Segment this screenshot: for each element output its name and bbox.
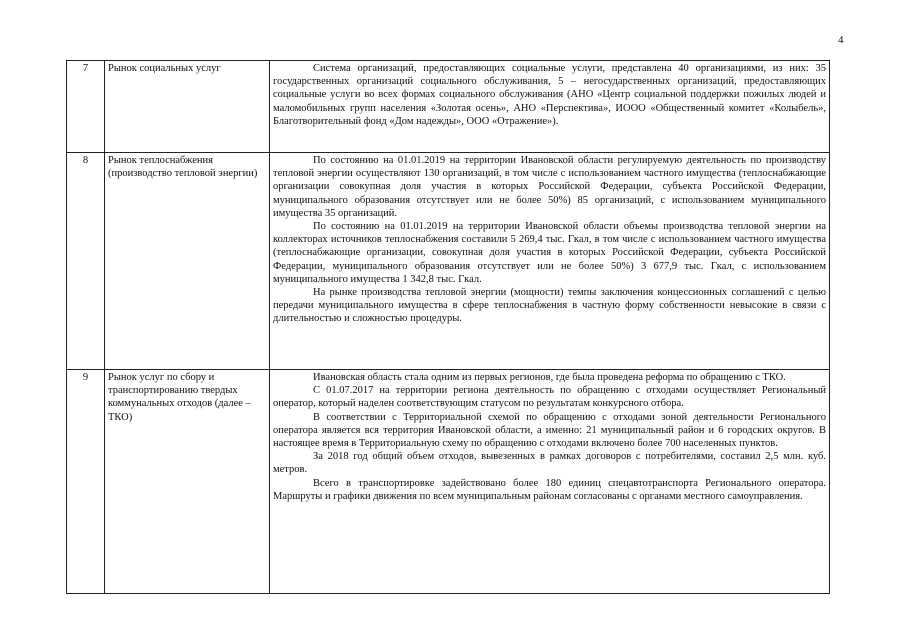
description-paragraph: В соответствии с Территориальной схемой по обращению с отходами зоной деятельности Регионального оператора является вся территория Ивановской области, а именно: 21 муниципальный район и 6 городских округов. В настоящее время в Территориальную схему по обращению с отходами включено более 700 населенных пунктов. [273, 411, 826, 450]
description-paragraph: На рынке производства тепловой энергии (мощности) темпы заключения концессионных соглашений с целью передачи муниципального имущества в сфере теплоснабжения в частную форму собственности невысокие в связи с длительностью и сложностью процедуры. [273, 287, 826, 325]
row-number: 8 [67, 153, 105, 370]
market-name: Рынок теплоснабжения (производство тепловой энергии) [105, 153, 270, 370]
description-paragraph: Система организаций, предоставляющих социальные услуги, представлена 40 организациями, из них: 35 государственных организаций социального обслуживания, 5 – негосударственных организаций, предоставляющих социальные услуги во всех формах социального обслуживания (АНО «Центр социальной поддержки пожилых людей и маломобильных групп населения «Золотая осень», АНО «Перспектива», ИООО «Общественный комитет «Колыбель», Благотворительный фонд «Дом надежды», ООО «Отражение»). [273, 63, 826, 127]
market-description [270, 153, 830, 370]
market-description [270, 370, 830, 594]
description-paragraph: Ивановская область стала одним из первых регионов, где была проведена реформа по обращению с ТКО. [313, 372, 786, 383]
table-row [67, 61, 830, 153]
market-description [270, 61, 830, 153]
row-number: 9 [67, 370, 105, 594]
description-paragraph: За 2018 год общий объем отходов, вывезенных в рамках договоров с потребителями, составил 2,5 млн. куб. метров. [273, 451, 826, 476]
market-name: Рынок услуг по сбору и транспортированию твердых коммунальных отходов (далее – ТКО) [105, 370, 270, 594]
page-number: 4 [838, 34, 844, 46]
description-paragraph: С 01.07.2017 на территории региона деятельность по обращению с отходами осуществляет Региональный оператор, который наделен соответствующим статусом по результатам конкурсного отбора. [273, 385, 826, 410]
market-table [66, 60, 830, 594]
description-paragraph: По состоянию на 01.01.2019 на территории Ивановской области объемы производства тепловой энергии на коллекторах источников теплоснабжения составили 5 269,4 тыс. Гкал, в том числе с использованием частного имущества (теплоснабжающие организации, совокупная доля участия в которых Российской Федерации, субъекта Российской Федерации, муниципального образования отсутствует или не более 50%) 3 677,9 тыс. Гкал, с использованием муниципального имущества 1 342,8 тыс. Гкал. [273, 221, 826, 285]
description-paragraph: По состоянию на 01.01.2019 на территории Ивановской области регулируемую деятельность по производству тепловой энергии осуществляют 130 организаций, в том числе с использованием частного имущества (теплоснабжающие организации совокупная доля участия в которых Российской Федерации, субъекта Российской Федерации, муниципального образования отсутствует или не более 50%) 85 организаций, с использованием муниципального имущества 35 организаций. [273, 155, 826, 219]
market-name: Рынок социальных услуг [105, 61, 270, 153]
table-row [67, 370, 830, 594]
table-row [67, 153, 830, 370]
row-number: 7 [67, 61, 105, 153]
description-paragraph: Всего в транспортировке задействовано более 180 единиц спецавтотранспорта Регионального оператора. Маршруты и графики движения по всем муниципальным районам согласованы с органами местного самоуправления. [273, 477, 826, 502]
